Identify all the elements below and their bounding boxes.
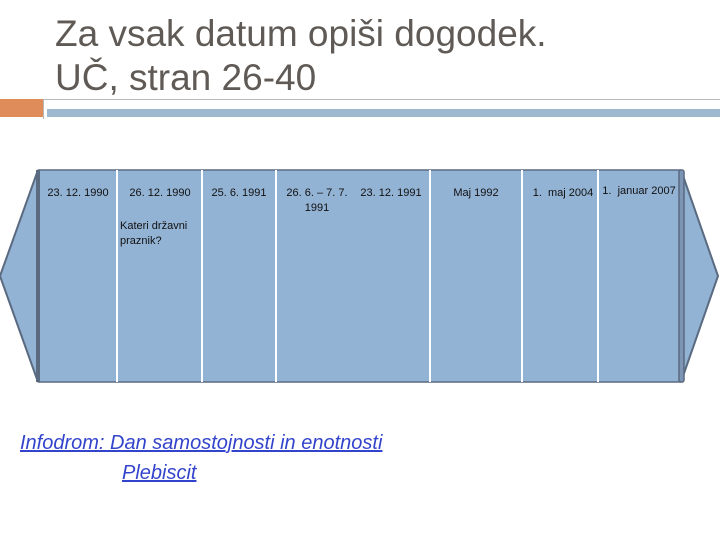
timeline-date-8: 1. januar 2007 [602, 185, 676, 197]
timeline-date-5: 23. 12. 1991 [360, 187, 422, 199]
orange-accent-bar [0, 99, 43, 117]
timeline-start-bar [36, 170, 40, 382]
link-plebiscit[interactable]: Plebiscit [122, 462, 197, 484]
infodrom-links [20, 428, 480, 488]
blue-accent-bar [47, 109, 720, 117]
title-line-2: UČ, stran 26-40 [55, 57, 317, 98]
timeline-date-3: 25. 6. 1991 [211, 187, 267, 199]
link-dan-samostojnosti[interactable]: Infodrom: Dan samostojnosti in enotnosti [20, 432, 383, 454]
title-line-1: Za vsak datum opiši dogodek. [55, 13, 547, 54]
timeline-end-bar [679, 170, 684, 382]
timeline-band [38, 170, 681, 382]
timeline-date-4: 26. 6. – 7. 7. 1991 [286, 187, 348, 214]
slide-title [55, 12, 547, 100]
timeline-date-1: 23. 12. 1990 [47, 187, 109, 199]
timeline-right-point [681, 170, 718, 382]
timeline-date-2: 26. 12. 1990 [129, 187, 191, 199]
timeline-left-point [0, 170, 38, 382]
title-rule-tick [43, 99, 44, 119]
timeline-date-6: Maj 1992 [453, 187, 499, 199]
timeline-note: Kateri državni praznik? [120, 220, 188, 247]
timeline-date-7: 1. maj 2004 [532, 187, 594, 199]
title-rule [43, 99, 720, 100]
